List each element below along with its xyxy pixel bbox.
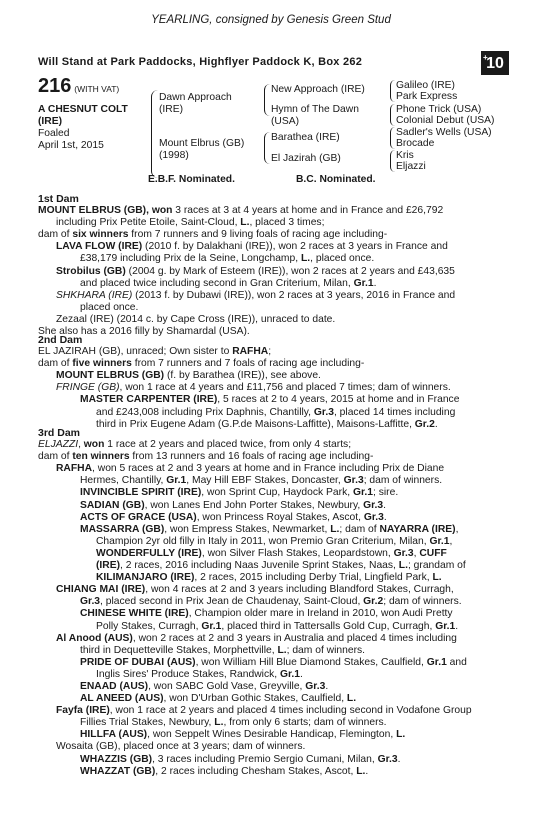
list-item: dam of six winners from 7 runners and 9 living foals of racing age including- [38, 229, 388, 241]
list-item: third in Dequetteville Stakes, Morphettville, L.; dam of winners. [80, 644, 366, 656]
list-item: MASTER CARPENTER (IRE), 5 races at 2 to 4 years, 2015 at home and in France [80, 394, 460, 406]
list-item: and £243,008 including Prix Daphnis, Chantilly, Gr.3, placed 14 times including [96, 406, 456, 418]
list-item: WHAZZIS (GB), 3 races including Premio Sergio Cumani, Milan, Gr.3. [80, 753, 401, 765]
dam-line-brace [264, 132, 270, 164]
list-item: CHINESE WHITE (IRE), Champion older mare in Ireland in 2010, won Audi Pretty [80, 608, 453, 620]
dam-dam: El Jazirah (GB) [271, 153, 341, 164]
third-dam-heading: 3rd Dam [38, 427, 81, 439]
third-dam-section [38, 427, 508, 778]
list-item: PRIDE OF DUBAI (AUS), won William Hill Blue Diamond Stakes, Caulfield, Gr.1 and [80, 656, 467, 668]
list-item: RAFHA, won 5 races at 2 and 3 years at home and in France including Prix de Diane [56, 463, 445, 475]
list-item: EL JAZIRAH (GB), unraced; Own sister to RAFHA; [38, 346, 272, 358]
list-item: Fillies Trial Stakes, Newbury, L., from only 6 starts; dam of winners. [80, 717, 387, 729]
list-item: dam of ten winners from 13 runners and 16 foals of racing age including- [38, 451, 374, 463]
list-item: Wosaita (GB), placed once at 3 years; dam of winners. [56, 741, 306, 753]
dam-sire-sire: Sadler's Wells (USA) [396, 127, 492, 138]
list-item: CHIANG MAI (IRE), won 4 races at 2 and 3 years including Blandford Stakes, Curragh, [56, 584, 454, 596]
list-item: Zezaal (IRE) (2014 c. by Cape Cross (IRE)), unraced to date. [56, 313, 336, 325]
sire-sire-sire: Galileo (IRE) [396, 80, 455, 91]
sire-dam-brace [151, 90, 158, 178]
list-item: WONDERFULLY (IRE), won Silver Flash Stakes, Leopardstown, Gr.3, CUFF [96, 547, 447, 559]
list-item: Inglis Sires' Produce Stakes, Randwick, Gr.1. [96, 668, 303, 680]
first-dam-heading: 1st Dam [38, 193, 79, 205]
lot-name: A CHESNUT COLT [38, 104, 128, 115]
list-item: dam of five winners from 7 runners and 7 foals of racing age including- [38, 358, 365, 370]
page-title: YEARLING, consigned by Genesis Green Stud [151, 14, 391, 26]
sire-dam-dam: Colonial Debut (USA) [396, 115, 495, 126]
sire-dam-origin: (USA) [271, 116, 300, 127]
list-item: SHKHARA (IRE) (2013 f. by Dubawi (IRE)), won 2 races at 3 years, 2016 in France and [56, 289, 456, 301]
list-item: (IRE), 2 races, 2016 including Naas Juvenile Sprint Stakes, Naas, L.; grandam of [96, 560, 466, 572]
list-item: £38,179 including Prix de la Seine, Longchamp, L., placed once. [80, 253, 375, 265]
list-item: MASSARRA (GB), won Empress Stakes, Newmarket, L.; dam of NAYARRA (IRE), [80, 523, 459, 535]
sire-dam: Hymn of The Dawn [271, 104, 359, 115]
dam-sire-dam: Brocade [396, 138, 435, 149]
second-dam-heading: 2nd Dam [38, 334, 83, 346]
badge-number: 10 [486, 55, 504, 72]
list-item: Hermes, Chantilly, Gr.1, May Hill EBF Stakes, Doncaster, Gr.3; dam of winners. [80, 475, 443, 487]
bc-nominated: B.C. Nominated. [296, 174, 376, 185]
second-dam-section [38, 334, 508, 431]
sire-dam-sire: Phone Trick (USA) [396, 104, 482, 115]
list-item: and placed twice including second in Gran Criterium, Milan, Gr.1. [80, 277, 377, 289]
list-item: Fayfa (IRE), won 1 race at 2 years and placed 4 times including second in Vodafone Group [56, 705, 472, 717]
list-item: ACTS OF GRACE (USA), won Princess Royal Stakes, Ascot, Gr.3. [80, 511, 387, 523]
lot-badge [481, 51, 509, 75]
sire-sire: New Approach (IRE) [271, 84, 365, 95]
list-item: placed once. [80, 301, 139, 313]
list-item: Al Anood (AUS), won 2 races at 2 and 3 years in Australia and placed 4 times including [56, 632, 457, 644]
list-item: ENAAD (AUS), won SABC Gold Vase, Greyville, Gr.3. [80, 680, 329, 692]
list-item: INVINCIBLE SPIRIT (IRE), won Sprint Cup, Haydock Park, Gr.1; sire. [80, 487, 399, 499]
ebf-nominated: E.B.F. Nominated. [148, 174, 235, 185]
list-item: Champion 2yr old filly in Italy in 2011, won Premio Gran Criterium, Milan, Gr.1, [96, 535, 453, 547]
sire-origin: (IRE) [159, 104, 184, 115]
brace-2 [390, 104, 395, 126]
list-item: LAVA FLOW (IRE) (2010 f. by Dalakhani (IRE)), won 2 races at 3 years in France and [56, 241, 448, 253]
pedigree-table [38, 75, 508, 190]
list-item: MOUNT ELBRUS (GB) (f. by Barathea (IRE)), see above. [56, 370, 321, 382]
dam-sire: Barathea (IRE) [271, 132, 340, 143]
lot-vat: (WITH VAT) [74, 84, 120, 94]
badge-mark: + [483, 53, 488, 62]
list-item: Gr.3, placed second in Prix Jean de Chaudenay, Saint-Cloud, Gr.2; dam of winners. [80, 596, 462, 608]
list-item: KILIMANJARO (IRE), 2 races, 2015 including Derby Trial, Lingfield Park, L. [96, 572, 442, 584]
first-dam-section [38, 193, 508, 338]
brace-1 [390, 80, 395, 102]
list-item: Strobilus (GB) (2004 g. by Mark of Esteem (IRE)), won 2 races at 2 years and £43,635 [56, 265, 455, 277]
sire-sire-dam: Park Express [396, 91, 458, 102]
sire-line-brace [264, 84, 270, 116]
foaled-label: Foaled [38, 128, 70, 139]
list-item: She also has a 2016 filly by Shamardal (USA). [38, 326, 250, 338]
dam-dam-sire: Kris [396, 150, 414, 161]
lot-number: 216 [38, 75, 72, 97]
list-item: SADIAN (GB), won Lanes End John Porter Stakes, Newbury, Gr.3. [80, 499, 387, 511]
dam-year: (1998) [159, 150, 189, 161]
list-item: MOUNT ELBRUS (GB), won 3 races at 3 at 4 years at home and in France and £26,792 [38, 205, 444, 217]
list-item: HILLFA (AUS), won Seppelt Wines Desirable Handicap, Flemington, L. [80, 729, 406, 741]
foaled-date: April 1st, 2015 [38, 140, 104, 151]
list-item: Polly Stakes, Curragh, Gr.1, placed third in Tattersalls Gold Cup, Curragh, Gr.1. [96, 620, 459, 632]
brace-4 [390, 150, 395, 172]
list-item: including Prix Petite Etoile, Saint-Cloud, L., placed 3 times; [56, 217, 325, 229]
stand-location: Will Stand at Park Paddocks, Highflyer Paddock K, Box 262 [38, 56, 363, 68]
brace-3 [390, 127, 395, 149]
lot-number-line [38, 75, 120, 97]
dam-dam-dam: Eljazzi [396, 161, 426, 172]
list-item: WHAZZAT (GB), 2 races including Chesham Stakes, Ascot, L.. [80, 765, 369, 777]
dam-name: Mount Elbrus (GB) [159, 138, 245, 149]
lot-origin: (IRE) [38, 116, 63, 127]
sire-name: Dawn Approach [159, 92, 232, 103]
list-item: ELJAZZI, won 1 race at 2 years and placed twice, from only 4 starts; [38, 439, 352, 451]
list-item: AL ANEED (AUS), won D'Urban Gothic Stakes, Caulfield, L. [80, 693, 357, 705]
list-item: third in Prix Eugene Adam (G.P.de Maisons-Laffitte), Maisons-Laffitte, Gr.2. [96, 418, 438, 430]
list-item: FRINGE (GB), won 1 race at 4 years and £11,756 and placed 7 times; dam of winners. [56, 382, 451, 394]
